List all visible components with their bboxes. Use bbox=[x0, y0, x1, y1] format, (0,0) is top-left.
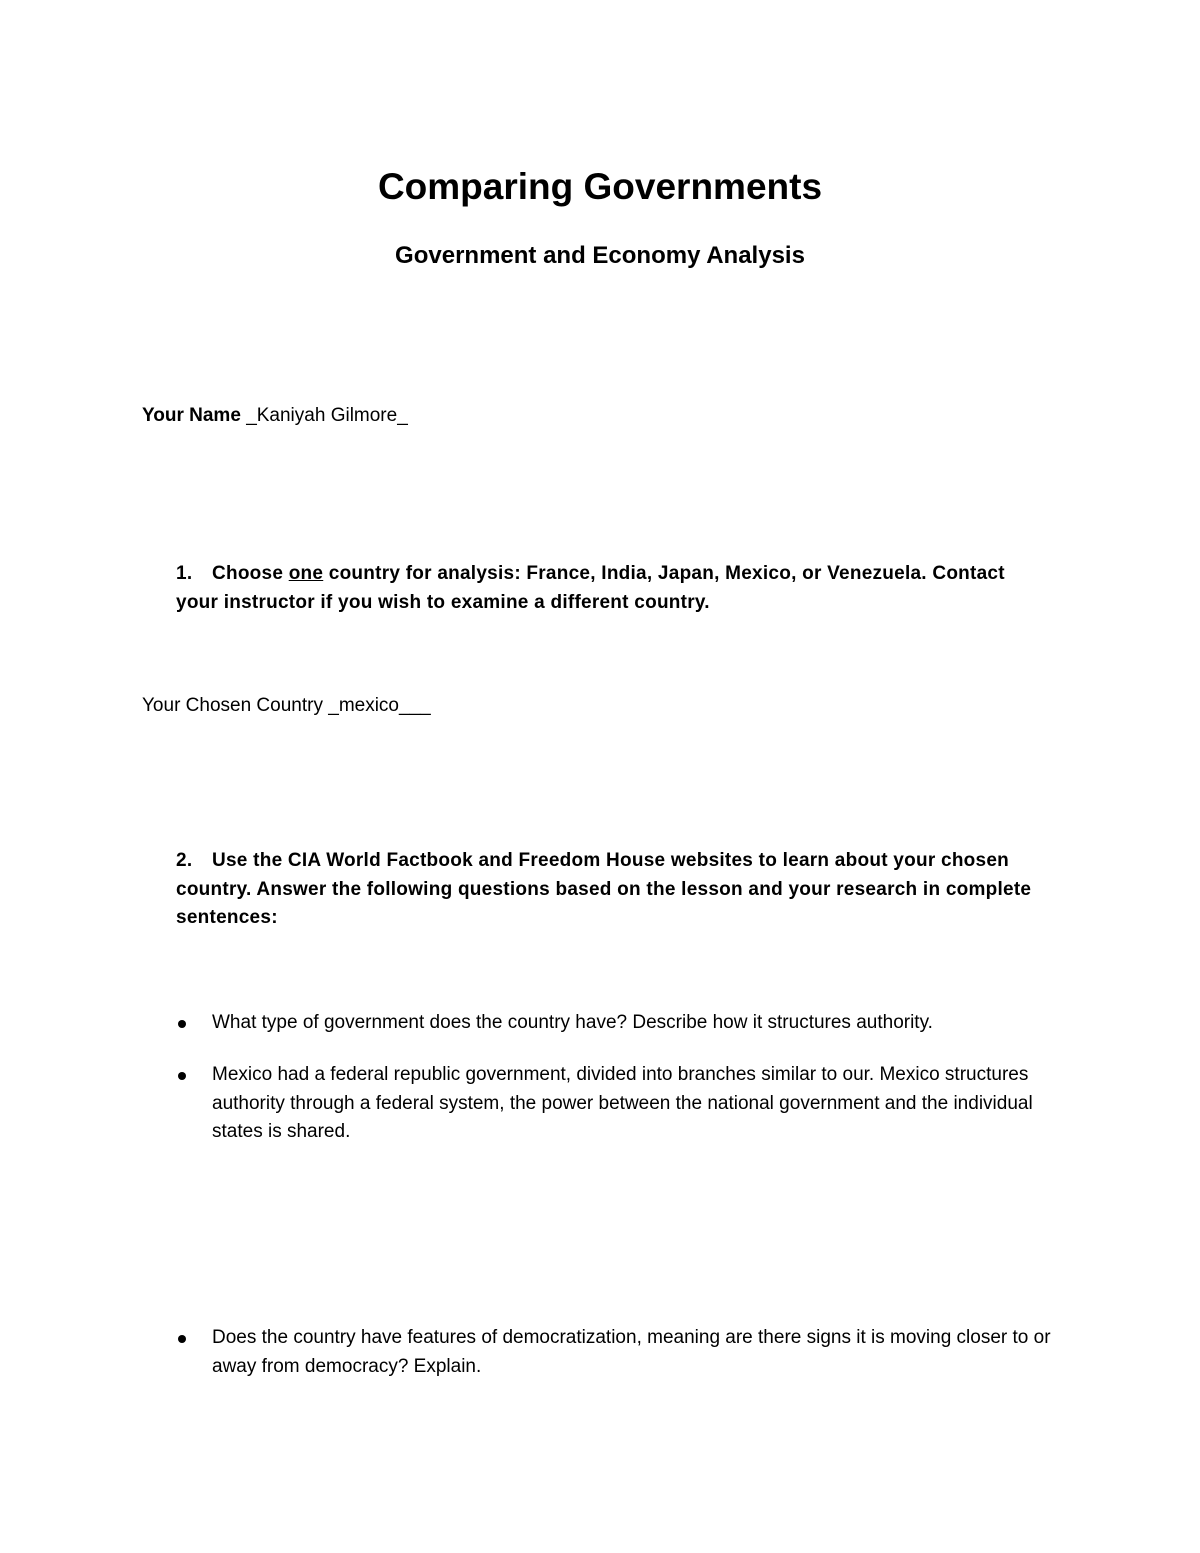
emphasis-one: one bbox=[288, 563, 324, 584]
bullet-dot-icon bbox=[178, 1020, 186, 1028]
question-2 bbox=[176, 847, 1036, 933]
question-2-text: Use the CIA World Factbook and Freedom House websites to learn about your chosen country. Answer the following questions based on the lesson and your research in complete sentences: bbox=[176, 850, 1032, 928]
question-1-number: 1. bbox=[176, 563, 193, 584]
bullet-text: What type of government does the country have? Describe how it structures authority. bbox=[212, 1012, 933, 1033]
name-field bbox=[142, 402, 408, 430]
document-title: Comparing Governments bbox=[377, 166, 823, 207]
bullet-item bbox=[178, 1061, 1058, 1147]
bullet-item bbox=[178, 1009, 1058, 1038]
bullet-text: Does the country have features of democratization, meaning are there signs it is moving closer to or away from democracy? Explain. bbox=[212, 1327, 1051, 1377]
bullet-dot-icon bbox=[178, 1072, 186, 1080]
bullet-text: Mexico had a federal republic government, divided into branches similar to our. Mexico structures authority through a federal system, the power between the national government and the individual states is shared. bbox=[212, 1064, 1033, 1142]
name-label: Your Name bbox=[142, 405, 241, 426]
document-subtitle: Government and Economy Analysis bbox=[395, 242, 805, 269]
country-label: Your Chosen Country bbox=[142, 695, 323, 716]
bullet-dot-icon bbox=[178, 1335, 186, 1343]
bullet-item bbox=[178, 1324, 1058, 1381]
country-value: _mexico___ bbox=[328, 695, 431, 716]
question-1-text: Choose one country for analysis: France, India, Japan, Mexico, or Venezuela. Contact your instructor if you wish to examine a different country. bbox=[176, 563, 1005, 613]
country-field bbox=[142, 692, 431, 720]
question-1 bbox=[176, 560, 1046, 617]
name-value: _Kaniyah Gilmore_ bbox=[246, 405, 408, 426]
question-2-number: 2. bbox=[176, 850, 193, 871]
